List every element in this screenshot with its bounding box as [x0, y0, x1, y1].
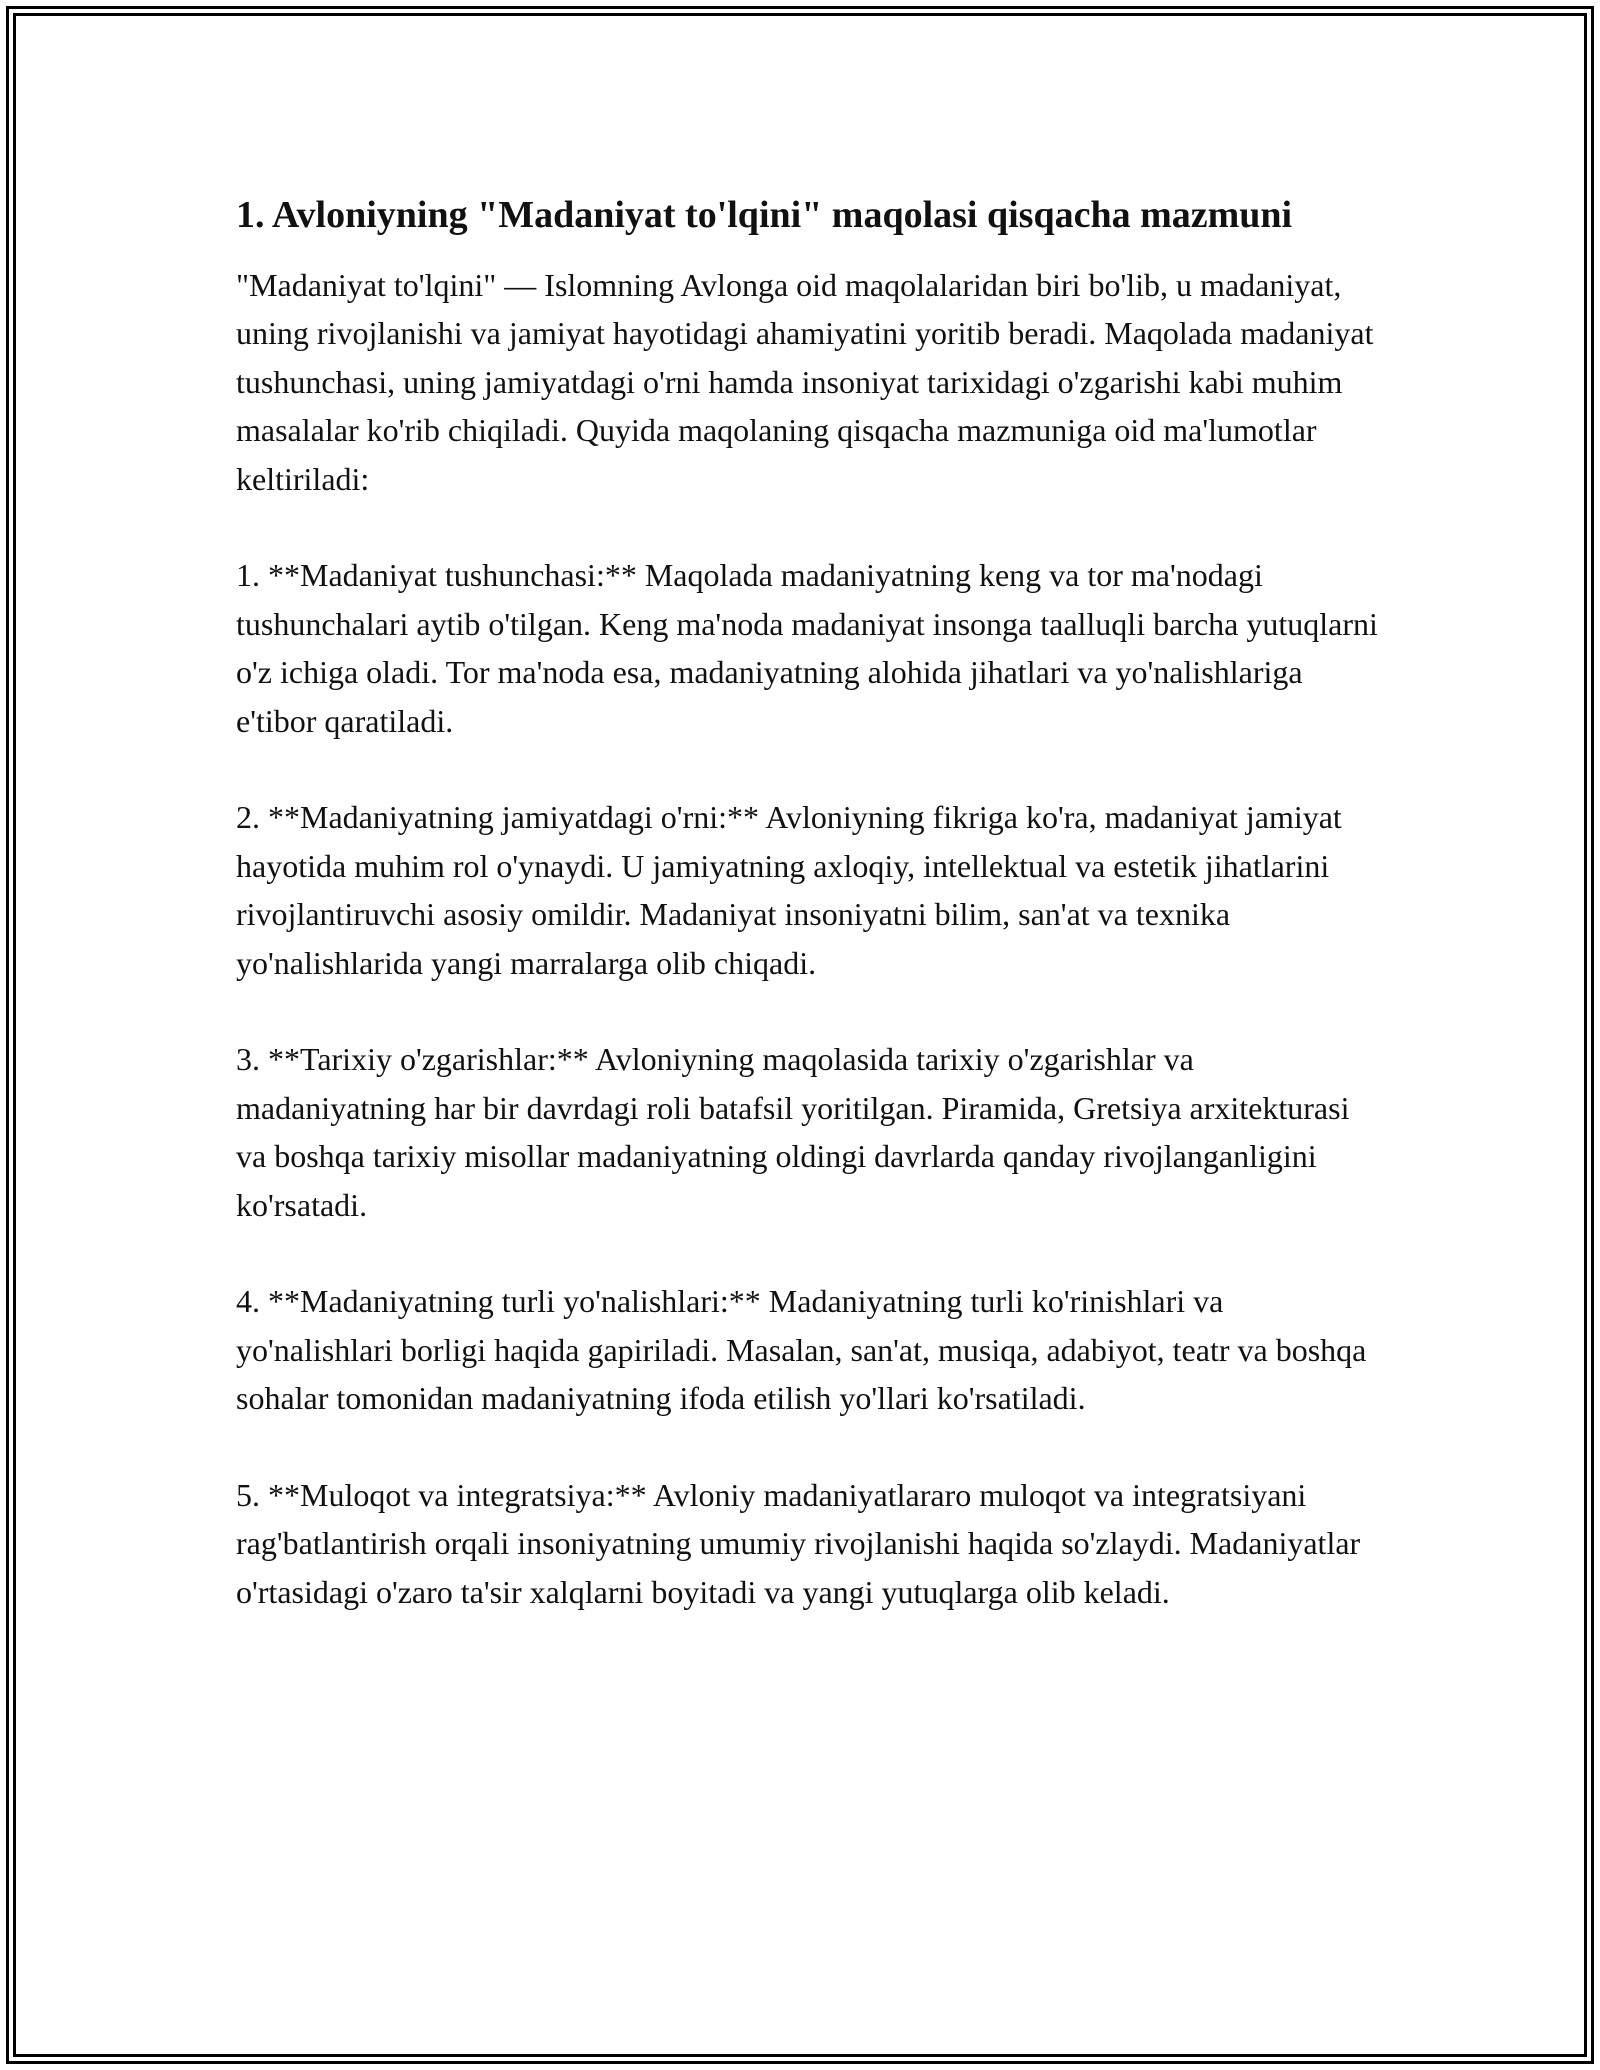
document-body: [236, 188, 1386, 1616]
point-paragraph: 4. **Madaniyatning turli yo'nalishlari:** Madaniyatning turli ko'rinishlari va yo'nalishlari borligi haqida gapiriladi. Masalan, san'at, musiqa, adabiyot, teatr va boshqa sohalar tomonidan madaniyatning ifoda etilish yo'llari ko'rsatiladi.: [236, 1283, 1367, 1417]
point-paragraph: 3. **Tarixiy o'zgarishlar:** Avloniyning maqolasida tarixiy o'zgarishlar va madaniyatning har bir davrdagi roli batafsil yoritilgan. Piramida, Gretsiya arxitekturasi va boshqa tarixiy misollar madaniyatning oldingi davrlarda qanday rivojlanganligini ko'rsatadi.: [236, 1041, 1350, 1223]
point-paragraph: 1. **Madaniyat tushunchasi:** Maqolada madaniyatning keng va tor ma'nodagi tushunchalari aytib o'tilgan. Keng ma'noda madaniyat insonga taalluqli barcha yutuqlarni o'z ichiga oladi. Tor ma'noda esa, madaniyatning alohida jihatlari va yo'nalishlariga e'tibor qaratiladi.: [236, 557, 1378, 739]
point-paragraph: 5. **Muloqot va integratsiya:** Avloniy madaniyatlararo muloqot va integratsiyani rag'batlantirish orqali insoniyatning umumiy rivojlanishi haqida so'zlaydi. Madaniyatlar o'rtasidagi o'zaro ta'sir xalqlarni boyitadi va yangi yutuqlarga olib keladi.: [236, 1477, 1361, 1610]
document-title: 1. Avloniyning "Madaniyat to'lqini" maqolasi qisqacha mazmuni: [236, 194, 1293, 236]
intro-paragraph: "Madaniyat to'lqini" — Islomning Avlonga oid maqolalaridan biri bo'lib, u madaniyat, uning rivojlanishi va jamiyat hayotidagi ahamiyatini yoritib beradi. Maqolada madaniyat tushunchasi, uning jamiyatdagi o'rni hamda insoniyat tarixidagi o'zgarishi kabi muhim masalalar ko'rib chiqiladi. Quyida maqolaning qisqacha mazmuniga oid ma'lumotlar keltiriladi:: [236, 267, 1374, 497]
point-paragraph: 2. **Madaniyatning jamiyatdagi o'rni:** Avloniyning fikriga ko'ra, madaniyat jamiyat hayotida muhim rol o'ynaydi. U jamiyatning axloqiy, intellektual va estetik jihatlarini rivojlantiruvchi asosiy omildir. Madaniyat insoniyatni bilim, san'at va texnika yo'nalishlarida yangi marralarga olib chiqadi.: [236, 799, 1342, 981]
